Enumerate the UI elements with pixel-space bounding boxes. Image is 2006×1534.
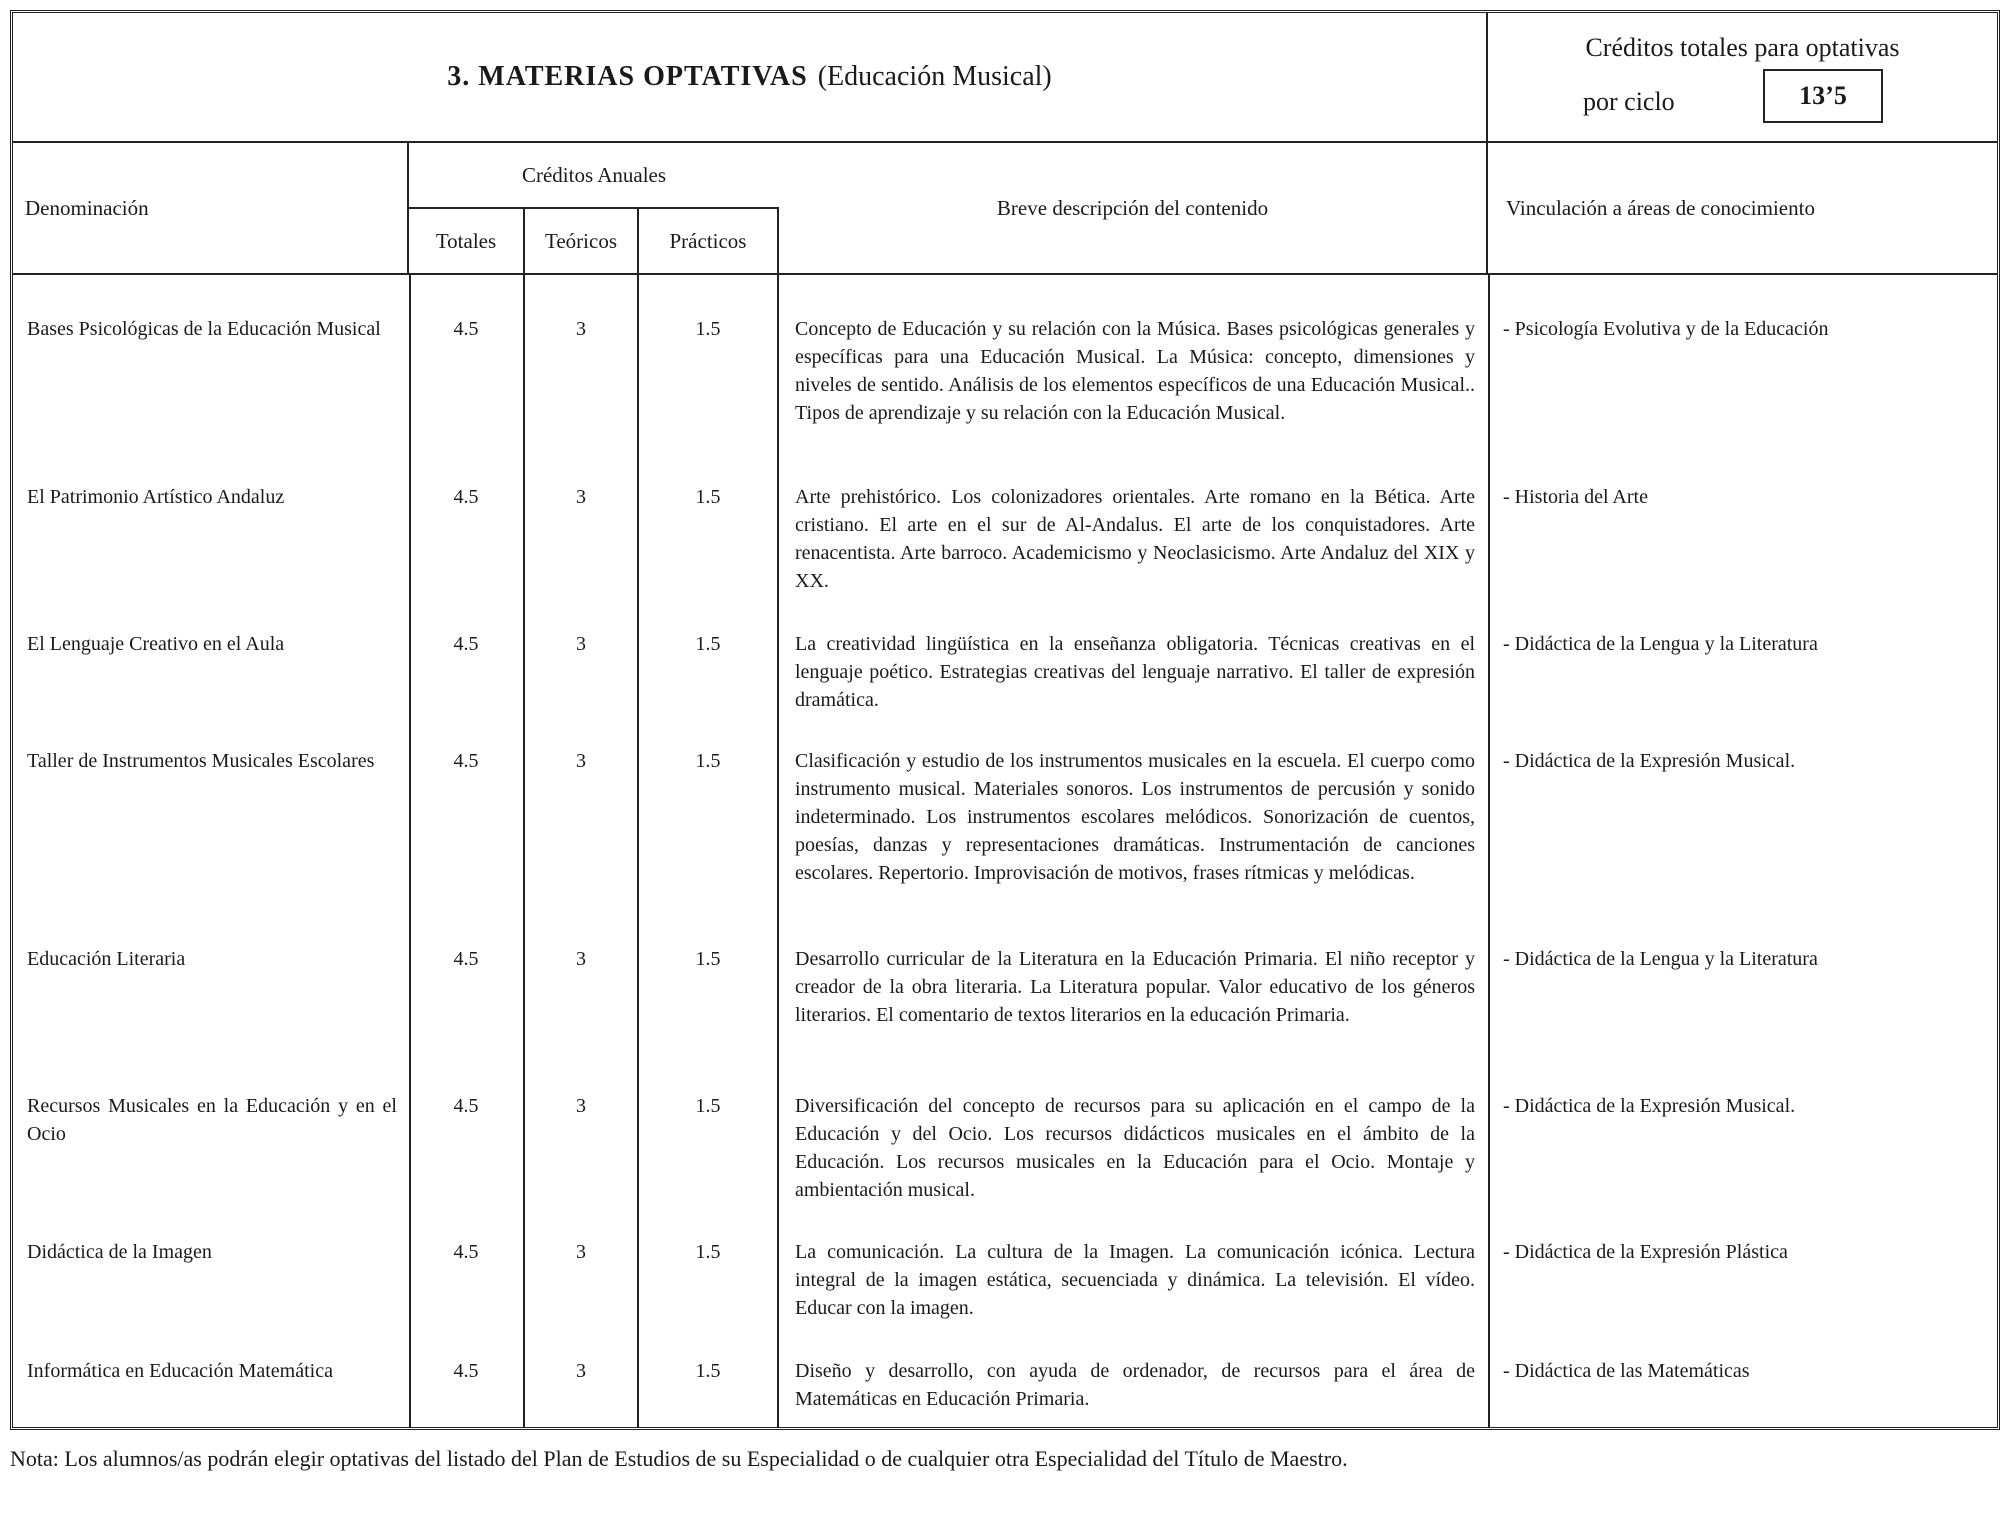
row-area: - Didáctica de la Expresión Musical.: [1503, 750, 1796, 772]
row-totales: 4.5: [453, 948, 479, 970]
row-teoricos: 3: [576, 1241, 586, 1263]
row-totales: 4.5: [453, 633, 479, 655]
row-teoricos: 3: [576, 1360, 586, 1382]
row-description: Diversificación del concepto de recursos para su aplicación en el campo de la Educación y del Ocio. Los recursos didácticos musicales en el ámbito de la Educación. Los recursos musicales en la Educación para el Ocio. Montaje y ambientación musical.: [795, 1095, 1475, 1201]
row-teoricos: 3: [576, 1095, 586, 1117]
row-area: - Didáctica de la Expresión Musical.: [1503, 1095, 1796, 1117]
credits-summary: [1488, 13, 1997, 141]
row-teoricos: 3: [576, 318, 586, 340]
row-name: Bases Psicológicas de la Educación Musical: [27, 318, 381, 340]
col-denominacion: Denominación: [13, 143, 409, 273]
row-area: - Didáctica de las Matemáticas: [1503, 1360, 1750, 1382]
row-practicos: 1.5: [695, 750, 721, 772]
row-name: Didáctica de la Imagen: [27, 1241, 212, 1263]
row-practicos: 1.5: [695, 1360, 721, 1382]
col-teoricos: Teóricos: [525, 209, 639, 273]
row-area: - Psicología Evolutiva y de la Educación: [1503, 318, 1829, 340]
row-description: Concepto de Educación y su relación con la Música. Bases psicológicas generales y específicas para una Educación Musical. La Música: concepto, dimensiones y niveles de sentido. Análisis de los elementos específicos de una Educación Musical.. Tipos de aprendizaje y su relación con la Educación Musical.: [795, 318, 1475, 424]
table-header: [13, 13, 1997, 143]
col-vinculacion: Vinculación a áreas de conocimiento: [1506, 195, 1815, 220]
row-totales: 4.5: [453, 318, 479, 340]
row-name: Recursos Musicales en la Educación y en el Ocio: [27, 1095, 397, 1145]
row-practicos: 1.5: [695, 318, 721, 340]
row-area: - Didáctica de la Lengua y la Literatura: [1503, 948, 1818, 970]
row-totales: 4.5: [453, 1360, 479, 1382]
row-totales: 4.5: [453, 750, 479, 772]
credits-value: 13’5: [1763, 69, 1883, 123]
row-description: Diseño y desarrollo, con ayuda de ordenador, de recursos para el área de Matemáticas en Educación Primaria.: [795, 1360, 1475, 1410]
row-name: Educación Literaria: [27, 948, 186, 970]
row-description: Desarrollo curricular de la Literatura en la Educación Primaria. El niño receptor y creador de la obra literaria. La Literatura popular. Valor educativo de los géneros literarios. El comentario de textos literarios en la educación Primaria.: [795, 948, 1475, 1026]
row-practicos: 1.5: [695, 633, 721, 655]
row-name: Taller de Instrumentos Musicales Escolares: [27, 750, 375, 772]
col-totales: Totales: [409, 209, 525, 273]
column-divider: [1488, 275, 1490, 1427]
row-practicos: 1.5: [695, 1095, 721, 1117]
row-practicos: 1.5: [695, 486, 721, 508]
row-teoricos: 3: [576, 486, 586, 508]
section-number: 3.: [447, 61, 471, 92]
row-teoricos: 3: [576, 750, 586, 772]
row-name: El Patrimonio Artístico Andaluz: [27, 486, 285, 508]
credits-label-line1: Créditos totales para optativas: [1585, 33, 1900, 62]
row-area: - Didáctica de la Expresión Plástica: [1503, 1241, 1788, 1263]
row-totales: 4.5: [453, 486, 479, 508]
column-headers: [13, 143, 1997, 275]
row-name: Informática en Educación Matemática: [27, 1360, 333, 1382]
row-totales: 4.5: [453, 1095, 479, 1117]
col-practicos: Prácticos: [639, 209, 779, 273]
table-body: [13, 275, 1997, 1427]
col-creditos-group: [409, 143, 779, 273]
optativas-table: [10, 10, 2000, 1430]
column-divider: [777, 275, 779, 1427]
row-practicos: 1.5: [695, 1241, 721, 1263]
section-title-text: MATERIAS OPTATIVAS: [478, 61, 808, 92]
row-area: - Didáctica de la Lengua y la Literatura: [1503, 633, 1818, 655]
row-teoricos: 3: [576, 633, 586, 655]
row-description: Clasificación y estudio de los instrumentos musicales en la escuela. El cuerpo como instrumento musical. Materiales sonoros. Los instrumentos de percusión y sonido indeterminado. Los instrumentos escolares melódicos. Sonorización de cuentos, poesías, danzas y representaciones dramáticas. Instrumentación de canciones escolares. Repertorio. Improvisación de motivos, frases rítmicas y melódicas.: [795, 750, 1475, 884]
section-subtitle: (Educación Musical): [817, 61, 1052, 92]
row-practicos: 1.5: [695, 948, 721, 970]
row-description: La comunicación. La cultura de la Imagen. La comunicación icónica. Lectura integral de la imagen estática, secuenciada y dinámica. La televisión. El vídeo. Educar con la imagen.: [795, 1241, 1475, 1319]
col-descripcion: Breve descripción del contenido: [779, 143, 1488, 273]
col-creditos-anuales: Créditos Anuales: [409, 143, 779, 209]
row-area: - Historia del Arte: [1503, 486, 1648, 508]
row-description: Arte prehistórico. Los colonizadores orientales. Arte romano en la Bética. Arte cristiano. El arte en el sur de Al-Andalus. El arte de los conquistadores. Arte renacentista. Arte barroco. Academicismo y Neoclasicismo. Arte Andaluz del XIX y XX.: [795, 486, 1475, 592]
row-description: La creatividad lingüística en la enseñanza obligatoria. Técnicas creativas en el lenguaje poético. Estrategias creativas del lenguaje narrativo. El taller de expresión dramática.: [795, 633, 1475, 711]
row-name: El Lenguaje Creativo en el Aula: [27, 633, 285, 655]
row-totales: 4.5: [453, 1241, 479, 1263]
row-teoricos: 3: [576, 948, 586, 970]
section-title: [13, 13, 1488, 141]
credits-label-line2: por ciclo: [1583, 87, 1675, 116]
footnote: Nota: Los alumnos/as podrán elegir optativas del listado del Plan de Estudios de su Especialidad o de cualquier otra Especialidad del Título de Maestro.: [10, 1446, 1348, 1471]
